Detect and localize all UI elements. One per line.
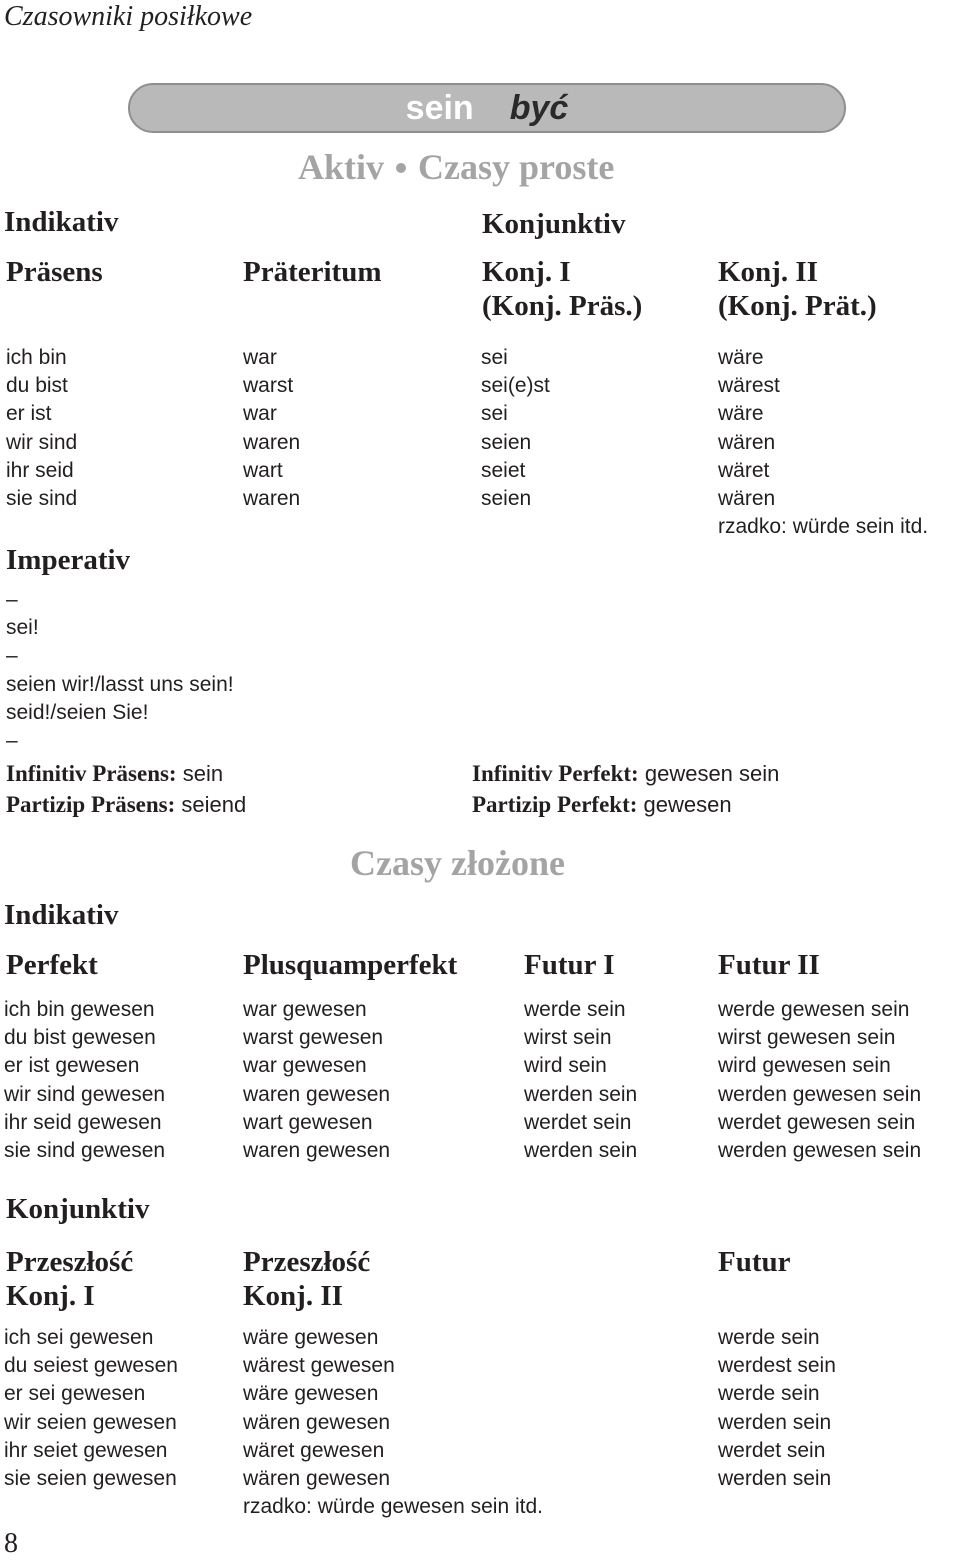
form-row: werdet gewesen sein — [718, 1110, 916, 1134]
imperativ-row: – — [6, 644, 18, 668]
form-row: werdet sein — [718, 1438, 826, 1462]
imperativ-row: seien wir!/lasst uns sein! — [6, 672, 234, 696]
column-praesens — [6, 344, 77, 513]
form-row: du bist — [6, 374, 68, 398]
form-row: wart — [243, 458, 283, 482]
form-row: ich sei gewesen — [4, 1326, 154, 1349]
heading-futur1: Futur I — [524, 949, 615, 981]
form-row: wird sein — [524, 1054, 607, 1078]
heading-indikativ-compound: Indikativ — [4, 899, 119, 931]
section-title-simple — [298, 147, 614, 187]
form-row: ich bin gewesen — [4, 998, 155, 1021]
form-row: er sei gewesen — [4, 1382, 146, 1406]
form-row: wären — [718, 430, 776, 454]
column-praeteritum — [243, 344, 300, 513]
column-futur1 — [524, 996, 637, 1165]
form-row: werden gewesen sein — [718, 1138, 922, 1162]
konj2-note: rzadko: würde sein itd. — [718, 515, 929, 539]
form-row: wäret gewesen — [243, 1438, 385, 1462]
column-futur-konj — [718, 1324, 836, 1493]
heading-past-konj2 — [243, 1245, 370, 1313]
heading-plusquamperfekt: Plusquamperfekt — [243, 949, 458, 981]
form-row: werden sein — [718, 1410, 832, 1434]
form-row: werdest sein — [718, 1354, 836, 1378]
infinitiv-perfekt — [472, 758, 779, 790]
form-row: seien — [481, 486, 532, 510]
column-perfekt — [4, 996, 165, 1165]
form-row: wäre gewesen — [243, 1382, 379, 1406]
form-row: seien — [481, 430, 532, 454]
form-row: wir seien gewesen — [4, 1410, 177, 1434]
form-row: du bist gewesen — [4, 1026, 156, 1050]
infinitiv-perfekt-label: Infinitiv Perfekt: — [472, 761, 639, 786]
heading-futur-konj: Futur — [718, 1246, 791, 1278]
form-row: wäre — [718, 346, 764, 369]
form-row: werdet sein — [524, 1110, 632, 1134]
column-imperativ — [6, 586, 234, 755]
section-title-compound: Czasy złożone — [350, 843, 565, 883]
imperativ-row: – — [6, 588, 18, 611]
form-row: werde gewesen sein — [718, 998, 910, 1021]
heading-konjunktiv-compound: Konjunktiv — [6, 1193, 150, 1225]
column-futur2 — [718, 996, 921, 1165]
form-row: ihr seid — [6, 458, 74, 482]
infinitiv-perfekt-value: gewesen sein — [644, 761, 780, 786]
heading-konjunktiv: Konjunktiv — [482, 208, 626, 240]
column-plusquamperfekt — [243, 996, 390, 1165]
partizip-praesens-label: Partizip Präsens: — [6, 792, 176, 817]
form-row: ihr seiet gewesen — [4, 1438, 168, 1462]
form-row: wäre gewesen — [243, 1326, 379, 1349]
verb-translation: być — [509, 88, 569, 127]
heading-perfekt: Perfekt — [6, 949, 98, 981]
infinitiv-praesens — [6, 758, 223, 790]
section-title-czasy-proste: Czasy proste — [418, 147, 615, 187]
form-row: sei — [481, 346, 508, 369]
partizip-perfekt-label: Partizip Perfekt: — [472, 792, 638, 817]
heading-praeteritum: Präteritum — [243, 256, 382, 288]
heading-konj2-line1: Konj. II — [718, 256, 818, 288]
form-row: war gewesen — [243, 1054, 367, 1078]
form-row: waren gewesen — [243, 1082, 391, 1106]
column-konj1 — [481, 344, 550, 513]
imperativ-row: seid!/seien Sie! — [6, 700, 149, 724]
heading-konj1 — [482, 255, 642, 323]
column-konj2 — [718, 344, 928, 539]
column-past-konj1 — [4, 1324, 178, 1493]
form-row: wir sind — [6, 430, 78, 454]
form-row: er ist gewesen — [4, 1054, 140, 1078]
past2-note: rzadko: würde gewesen sein itd. — [243, 1495, 543, 1519]
heading-indikativ: Indikativ — [4, 206, 119, 238]
heading-praesens: Präsens — [6, 256, 103, 288]
form-row: seiet — [481, 458, 526, 482]
form-row: wir sind gewesen — [4, 1082, 166, 1106]
section-title-aktiv: Aktiv — [298, 147, 385, 187]
form-row: sie sind — [6, 486, 78, 510]
infinitiv-praesens-value: sein — [182, 761, 224, 786]
form-row: sei(e)st — [481, 374, 550, 398]
form-row: wart gewesen — [243, 1110, 373, 1134]
form-row: ich bin — [6, 346, 67, 369]
verb-infinitive: sein — [405, 88, 474, 127]
imperativ-row: – — [6, 728, 18, 752]
form-row: werden sein — [718, 1466, 832, 1490]
bullet-dot-icon — [396, 163, 406, 173]
partizip-praesens-value: seiend — [181, 792, 247, 817]
form-row: werde sein — [718, 1382, 820, 1406]
form-row: sie sind gewesen — [4, 1138, 166, 1162]
form-row: werde sein — [524, 998, 626, 1021]
form-row: werden sein — [524, 1138, 638, 1162]
form-row: wären gewesen — [243, 1410, 391, 1434]
form-row: waren — [243, 486, 301, 510]
heading-past-konj1-line1: Przeszłość — [6, 1246, 134, 1278]
heading-past-konj2-line1: Przeszłość — [243, 1246, 371, 1278]
imperativ-row: sei! — [6, 616, 39, 640]
form-row: warst — [243, 374, 294, 398]
form-row: warst gewesen — [243, 1026, 384, 1050]
form-row: war — [243, 346, 277, 369]
partizip-perfekt-value: gewesen — [643, 792, 732, 817]
form-row: wären gewesen — [243, 1466, 391, 1490]
form-row: wärest — [718, 374, 780, 398]
form-row: du seiest gewesen — [4, 1354, 178, 1378]
form-row: wäre — [718, 402, 764, 426]
heading-past-konj2-line2: Konj. II — [243, 1280, 343, 1312]
heading-konj1-line1: Konj. I — [482, 256, 571, 288]
form-row: waren gewesen — [243, 1138, 391, 1162]
heading-past-konj1-line2: Konj. I — [6, 1280, 95, 1312]
heading-futur2: Futur II — [718, 949, 820, 981]
form-row: sie seien gewesen — [4, 1466, 177, 1490]
verb-banner — [128, 83, 846, 133]
form-row: werde sein — [718, 1326, 820, 1349]
form-row: werden sein — [524, 1082, 638, 1106]
heading-konj2 — [718, 255, 877, 323]
running-title: Czasowniki posiłkowe — [4, 1, 253, 32]
heading-konj2-line2: (Konj. Prät.) — [718, 290, 877, 322]
form-row: werden gewesen sein — [718, 1082, 922, 1106]
form-row: wirst sein — [524, 1026, 612, 1050]
form-row: wärest gewesen — [243, 1354, 395, 1378]
form-row: er ist — [6, 402, 52, 426]
form-row: waren — [243, 430, 301, 454]
partizip-praesens — [6, 789, 246, 821]
page-number: 8 — [4, 1528, 18, 1559]
form-row: wird gewesen sein — [718, 1054, 891, 1078]
heading-past-konj1 — [6, 1245, 133, 1313]
form-row: wären — [718, 486, 776, 510]
form-row: ihr seid gewesen — [4, 1110, 162, 1134]
heading-imperativ: Imperativ — [6, 544, 131, 576]
infinitiv-praesens-label: Infinitiv Präsens: — [6, 761, 177, 786]
form-row: war gewesen — [243, 998, 367, 1021]
form-row: wirst gewesen sein — [718, 1026, 896, 1050]
form-row: sei — [481, 402, 508, 426]
heading-konj1-line2: (Konj. Präs.) — [482, 290, 643, 322]
form-row: war — [243, 402, 277, 426]
form-row: wäret — [718, 458, 770, 482]
partizip-perfekt — [472, 789, 732, 821]
column-past-konj2 — [243, 1324, 543, 1519]
